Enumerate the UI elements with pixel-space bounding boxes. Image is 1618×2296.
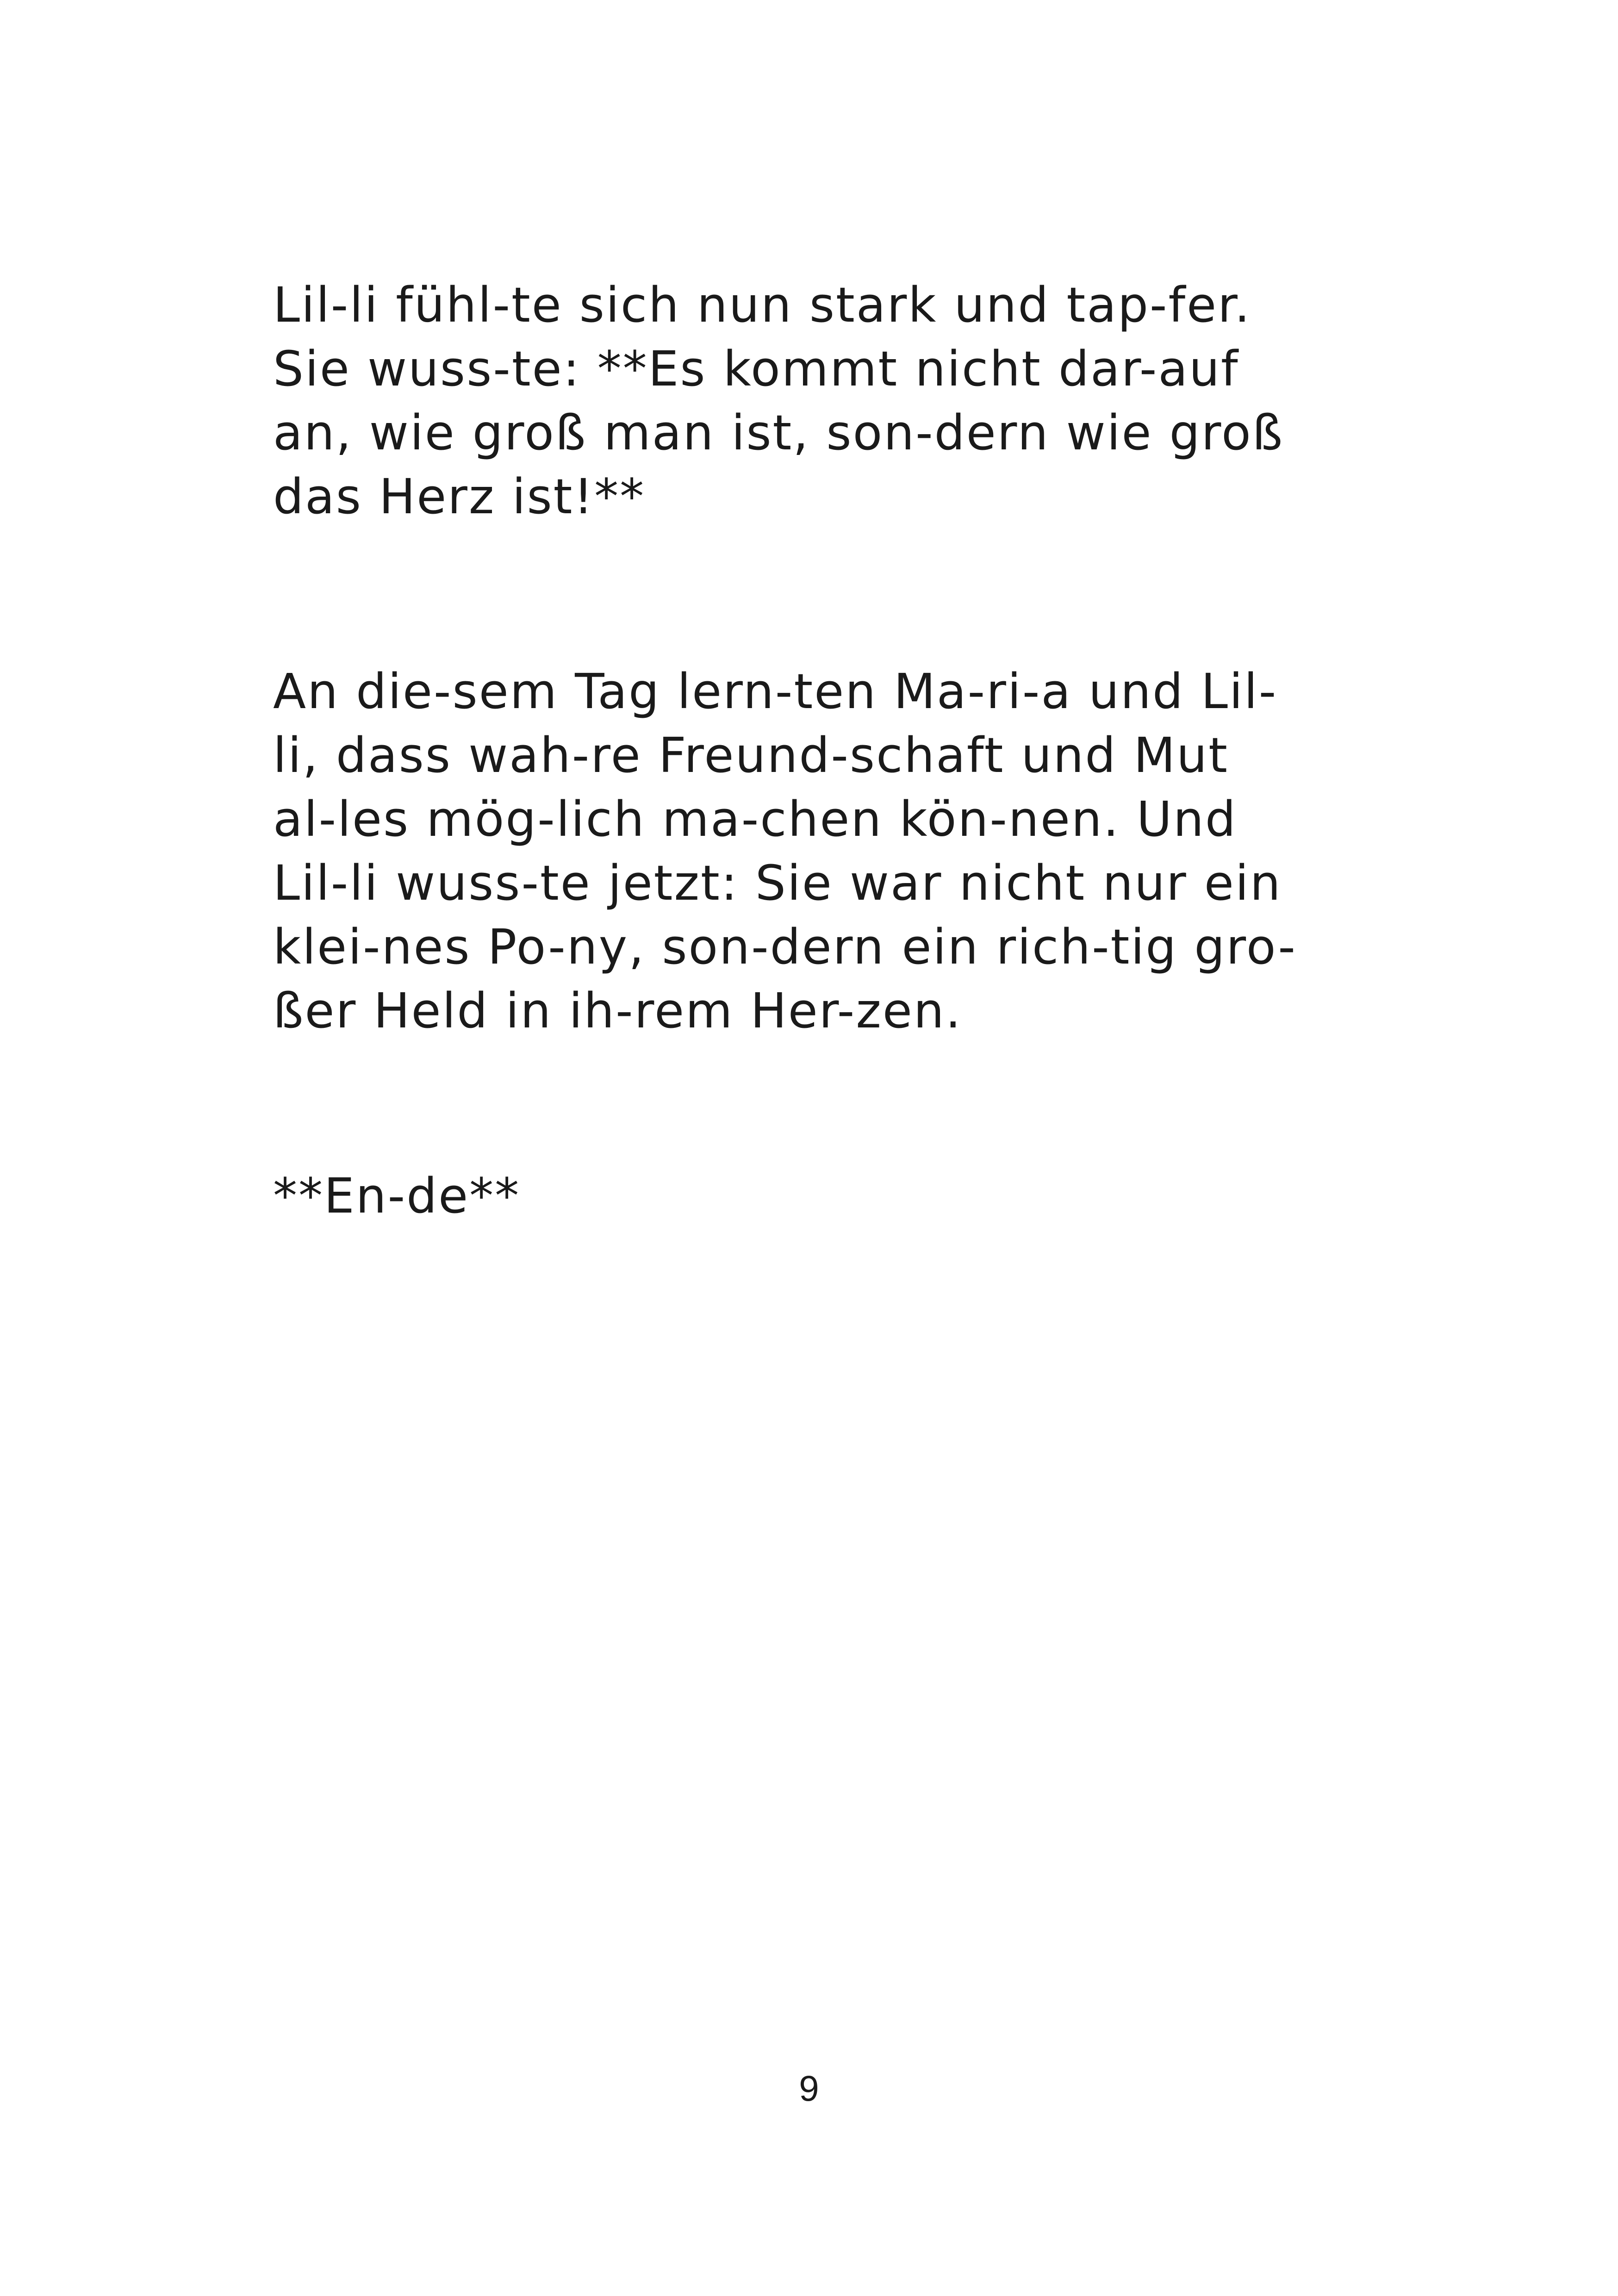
paragraph-line: Sie wuss-te: **Es kommt nicht dar-auf bbox=[273, 341, 1239, 397]
paragraph-line: an, wie groß man ist, son-dern wie groß bbox=[273, 404, 1284, 461]
paragraph-line: An die-sem Tag lern-ten Ma-ri-a und Lil- bbox=[273, 663, 1278, 720]
story-paragraph-1 bbox=[273, 273, 1384, 529]
paragraph-line: li, dass wah-re Freund-schaft und Mut bbox=[273, 727, 1229, 784]
paragraph-line: Lil-li wuss-te jetzt: Sie war nicht nur ein bbox=[273, 855, 1282, 911]
paragraph-line: klei-nes Po-ny, son-dern ein rich-tig gro- bbox=[273, 919, 1297, 975]
paragraph-line: Lil-li fühl-te sich nun stark und tap-fer. bbox=[273, 277, 1251, 333]
story-paragraph-2 bbox=[273, 660, 1384, 1043]
paragraph-line: ßer Held in ih-rem Her-zen. bbox=[273, 983, 962, 1039]
paragraph-line: al-les mög-lich ma-chen kön-nen. Und bbox=[273, 791, 1237, 847]
ending-line: **En-de** bbox=[273, 1168, 521, 1224]
paragraph-line: das Herz ist!** bbox=[273, 468, 646, 525]
story-ending bbox=[273, 1164, 1384, 1228]
page-number: 9 bbox=[799, 2068, 819, 2109]
